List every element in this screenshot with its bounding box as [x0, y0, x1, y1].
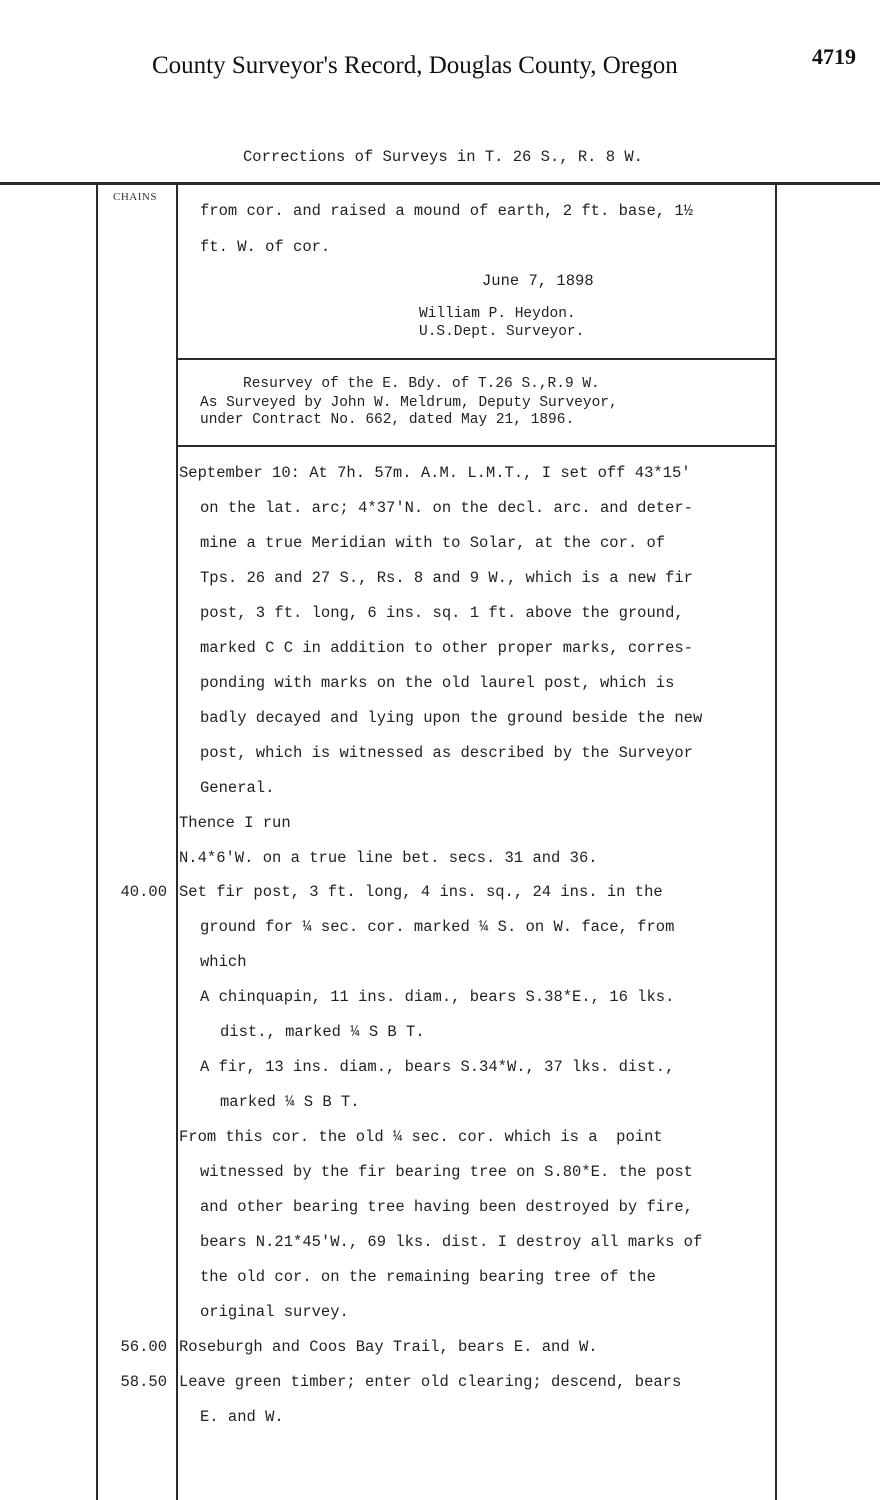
resurvey-heading-line: As Surveyed by John W. Meldrum, Deputy Surveyor, [200, 395, 618, 411]
field-note-line: N.4*6'W. on a true line bet. secs. 31 and 36. [179, 849, 598, 867]
field-note-line: Set fir post, 3 ft. long, 4 ins. sq., 24 ins. in the [179, 883, 663, 901]
field-note-line: Leave green timber; enter old clearing; descend, bears [179, 1373, 682, 1391]
field-note-line: E. and W. [200, 1408, 284, 1426]
chains-column-line [176, 184, 178, 1500]
field-note-line: witnessed by the fir bearing tree on S.80*E. the post [200, 1163, 693, 1181]
field-note-line: on the lat. arc; 4*37'N. on the decl. arc. and deter- [200, 499, 693, 517]
chains-column-header: CHAINS [113, 191, 157, 203]
field-note-line: ponding with marks on the old laurel post, which is [200, 674, 675, 692]
field-note-line: marked ¼ S B T. [220, 1093, 360, 1111]
field-note-line: post, which is witnessed as described by the Surveyor [200, 744, 693, 762]
field-note-line: A chinquapin, 11 ins. diam., bears S.38*E., 16 lks. [200, 988, 675, 1006]
signature-name: William P. Heydon. [419, 306, 576, 322]
chain-distance: 40.00 [120, 883, 167, 901]
left-margin-line [96, 184, 98, 1500]
field-note-line: September 10: At 7h. 57m. A.M. L.M.T., I set off 43*15' [179, 464, 691, 482]
record-title: County Surveyor's Record, Douglas County, Oregon [152, 52, 678, 79]
field-note-line: dist., marked ¼ S B T. [220, 1023, 425, 1041]
field-note-line: badly decayed and lying upon the ground beside the new [200, 709, 703, 727]
field-note-line: marked C C in addition to other proper marks, corres- [200, 639, 693, 657]
top-rule [0, 182, 880, 185]
prev-entry-line: from cor. and raised a mound of earth, 2 ft. base, 1½ [200, 202, 693, 220]
field-note-line: the old cor. on the remaining bearing tree of the [200, 1268, 656, 1286]
resurvey-heading-line: Resurvey of the E. Bdy. of T.26 S.,R.9 W. [243, 376, 600, 392]
field-note-line: bears N.21*45'W., 69 lks. dist. I destroy all marks of [200, 1233, 703, 1251]
prev-entry-line: ft. W. of cor. [200, 238, 331, 256]
field-note-line: A fir, 13 ins. diam., bears S.34*W., 37 lks. dist., [200, 1058, 675, 1076]
field-note-line: Tps. 26 and 27 S., Rs. 8 and 9 W., which is a new fir [200, 569, 693, 587]
section-divider-2 [176, 445, 777, 447]
field-note-line: original survey. [200, 1303, 349, 1321]
section-divider-1 [176, 358, 777, 360]
field-note-line: General. [200, 779, 275, 797]
field-note-line: mine a true Meridian with to Solar, at the cor. of [200, 534, 666, 552]
chain-distance: 58.50 [120, 1373, 167, 1391]
resurvey-heading-line: under Contract No. 662, dated May 21, 1896. [200, 412, 575, 428]
page-number: 4719 [812, 44, 856, 69]
signature-title: U.S.Dept. Surveyor. [419, 324, 585, 340]
field-note-line: From this cor. the old ¼ sec. cor. which is a point [179, 1128, 663, 1146]
entry-date: June 7, 1898 [482, 272, 594, 290]
right-margin-line [775, 184, 777, 1500]
field-note-line: Roseburgh and Coos Bay Trail, bears E. and W. [179, 1338, 598, 1356]
field-note-line: and other bearing tree having been destroyed by fire, [200, 1198, 693, 1216]
chain-distance: 56.00 [120, 1338, 167, 1356]
field-note-line: ground for ¼ sec. cor. marked ¼ S. on W. face, from [200, 918, 675, 936]
field-note-line: which [200, 953, 247, 971]
field-note-line: Thence I run [179, 814, 291, 832]
field-note-line: post, 3 ft. long, 6 ins. sq. 1 ft. above the ground, [200, 604, 684, 622]
page-subtitle: Corrections of Surveys in T. 26 S., R. 8 W. [243, 148, 643, 166]
